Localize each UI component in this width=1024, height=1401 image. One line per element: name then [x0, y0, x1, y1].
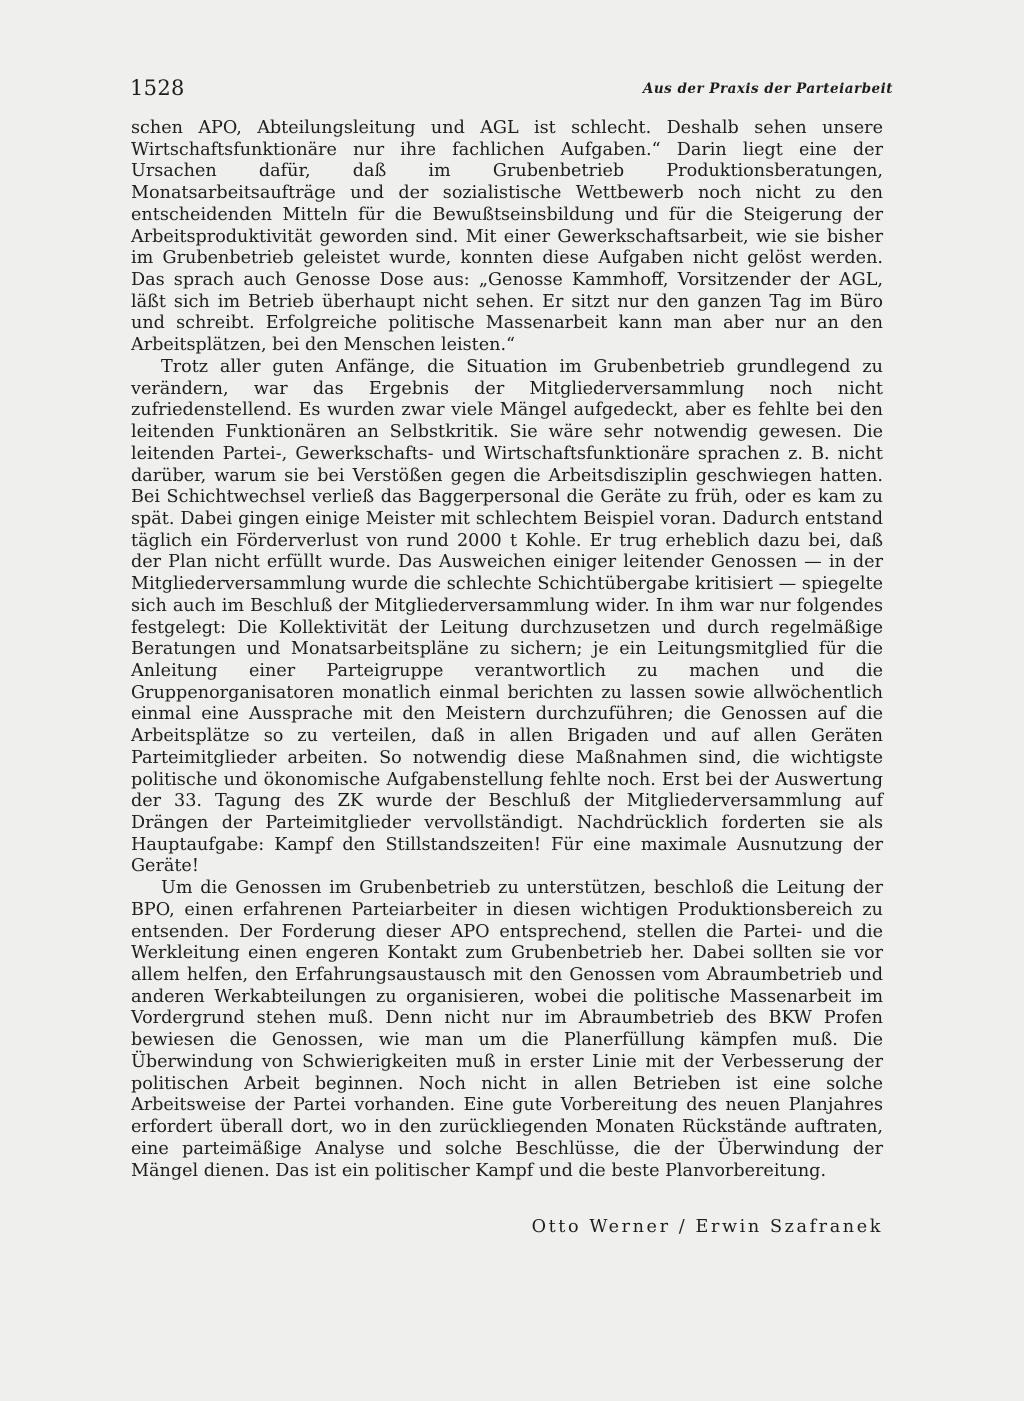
paragraph-continued: schen APO, Abteilungsleitung und AGL ist schlecht. Deshalb sehen unsere Wirtschaftsfunktionäre nur ihre fachlichen Aufgaben.“ Darin liegt eine der Ursachen dafür, daß im Grubenbetrieb Produktionsberatungen, Monatsarbeitsaufträge und der sozialistische Wettbewerb noch nicht zu den entscheidenden Mitteln für die Bewußtseinsbildung und für die Steigerung der Arbeitsproduktivität geworden sind. Mit einer Gewerkschaftsarbeit, wie sie bisher im Grubenbetrieb geleistet wurde, konnten diese Aufgaben nicht gelöst werden. Das sprach auch Genosse Dose aus: „Genosse Kammhoff, Vorsitzender der AGL, läßt sich im Betrieb überhaupt nicht sehen. Er sitzt nur den ganzen Tag im Büro und schreibt. Erfolgreiche politische Massenarbeit kann man aber nur an den Arbeitsplätzen, bei den Menschen leisten.“ [131, 118, 883, 356]
paragraph: Trotz aller guten Anfänge, die Situation im Grubenbetrieb grundlegend zu verändern, war das Ergebnis der Mitgliederversammlung noch nicht zufriedenstellend. Es wurden zwar viele Mängel aufgedeckt, aber es fehlte bei den leitenden Funktionären an Selbstkritik. Sie wäre sehr notwendig gewesen. Die leitenden Partei-, Gewerkschafts- und Wirtschaftsfunktionäre sprachen z. B. nicht darüber, warum sie bei Verstößen gegen die Arbeitsdisziplin geschwiegen hatten. Bei Schichtwechsel verließ das Baggerpersonal die Geräte zu früh, oder es kam zu spät. Dabei gingen einige Meister mit schlechtem Beispiel voran. Dadurch entstand täglich ein Förderverlust von rund 2000 t Kohle. Er trug erheblich dazu bei, daß der Plan nicht erfüllt wurde. Das Ausweichen einiger leitender Genossen — in der Mitgliederversammlung wurde die schlechte Schichtübergabe kritisiert — spiegelte sich auch im Beschluß der Mitgliederversammlung wider. In ihm war nur folgendes festgelegt: Die Kollektivität der Leitung durchzusetzen und durch regelmäßige Beratungen und Monatsarbeitspläne zu sichern; je ein Leitungsmitglied für die Anleitung einer Parteigruppe verantwortlich zu machen und die Gruppenorganisatoren monatlich einmal berichten zu lassen sowie allwöchentlich einmal eine Aussprache mit den Meistern durchzuführen; die Genossen auf die Arbeitsplätze so zu verteilen, daß in allen Brigaden und auf allen Geräten Parteimitglieder arbeiten. So notwendig diese Maßnahmen sind, die wichtigste politische und ökonomische Aufgabenstellung fehlte noch. Erst bei der Auswertung der 33. Tagung des ZK wurde der Beschluß der Mitgliederversammlung auf Drängen der Parteimitglieder vervollständigt. Nachdrücklich forderten sie als Hauptaufgabe: Kampf den Stillstandszeiten! Für eine maximale Ausnutzung der Geräte! [131, 356, 883, 877]
author-signature: Otto Werner / Erwin Szafranek [531, 1217, 883, 1237]
article-body [131, 118, 883, 1182]
running-head: Aus der Praxis der Parteiarbeit [642, 81, 893, 97]
paragraph: Um die Genossen im Grubenbetrieb zu unterstützen, beschloß die Leitung der BPO, einen erfahrenen Parteiarbeiter in diesen wichtigen Produktionsbereich zu entsenden. Der Forderung dieser APO entsprechend, stellen die Partei- und die Werkleitung einen engeren Kontakt zum Grubenbetrieb her. Dabei sollten sie vor allem helfen, den Erfahrungsaustausch mit den Genossen vom Abraumbetrieb und anderen Werkabteilungen zu organisieren, wobei die politische Massenarbeit im Vordergrund stehen muß. Denn nicht nur im Abraumbetrieb des BKW Profen bewiesen die Genossen, wie man um die Planerfüllung kämpfen muß. Die Überwindung von Schwierigkeiten muß in erster Linie mit der Verbesserung der politischen Arbeit beginnen. Noch nicht in allen Betrieben ist eine solche Arbeitsweise der Partei vorhanden. Eine gute Vorbereitung des neuen Planjahres erfordert überall dort, wo in den zurückliegenden Monaten Rückstände auftraten, eine parteimäßige Analyse und solche Beschlüsse, die der Überwindung der Mängel dienen. Das ist ein politischer Kampf und die beste Planvorbereitung. [131, 878, 883, 1181]
page-number: 1528 [130, 76, 185, 100]
